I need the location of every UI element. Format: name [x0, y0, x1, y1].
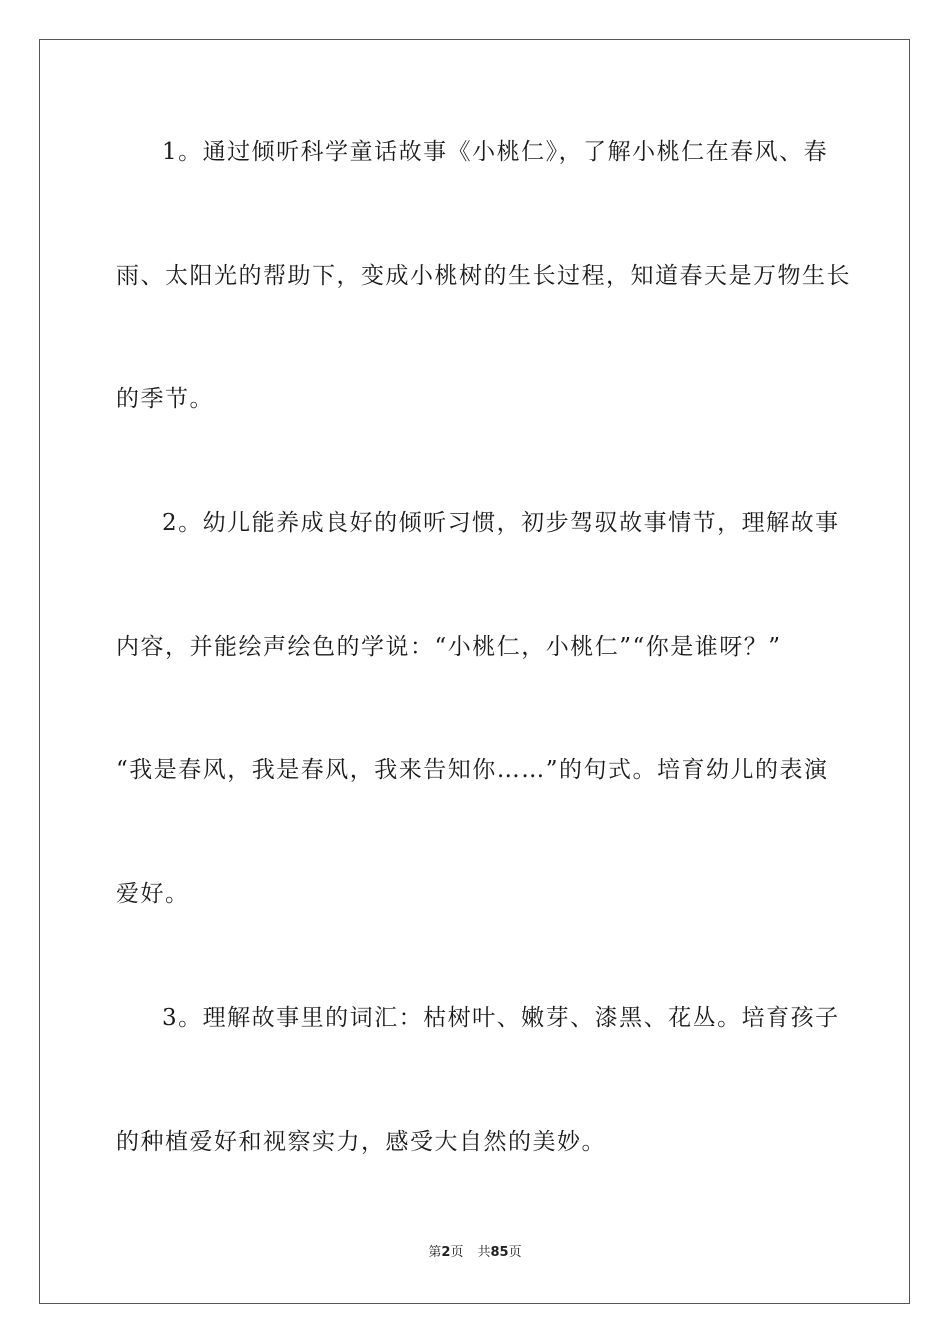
footer-page-prefix: 第	[428, 1245, 442, 1260]
page-border	[39, 39, 910, 1304]
footer-page-number: 2	[441, 1245, 451, 1260]
paragraph-1-line-1: 1。通过倾听科学童话故事《小桃仁》，了解小桃仁在春风、春	[162, 139, 829, 165]
footer-total-suffix: 页	[508, 1245, 522, 1260]
footer-page-suffix: 页	[450, 1245, 464, 1260]
paragraph-2-line-2: 内容，并能绘声绘色的学说：“小桃仁，小桃仁”“你是谁呀？”	[116, 634, 782, 660]
footer-total-prefix: 共	[477, 1245, 491, 1260]
paragraph-1-line-2: 雨、太阳光的帮助下，变成小桃树的生长过程，知道春天是万物生长	[116, 263, 851, 289]
paragraph-1-line-3: 的季节。	[116, 386, 214, 412]
paragraph-3-line-2: 的种植爱好和视察实力，感受大自然的美妙。	[116, 1129, 606, 1155]
paragraph-2-line-1: 2。幼儿能养成良好的倾听习惯，初步驾驭故事情节，理解故事	[162, 510, 840, 536]
page-footer	[0, 1244, 950, 1262]
footer-total-pages: 85	[490, 1245, 509, 1260]
paragraph-2-line-3: “我是春风，我是春风，我来告知你……”的句式。培育幼儿的表演	[116, 757, 829, 783]
paragraph-2-line-4: 爱好。	[116, 881, 190, 907]
paragraph-3-line-1: 3。理解故事里的词汇：枯树叶、嫩芽、漆黑、花丛。培育孩子	[162, 1005, 840, 1031]
